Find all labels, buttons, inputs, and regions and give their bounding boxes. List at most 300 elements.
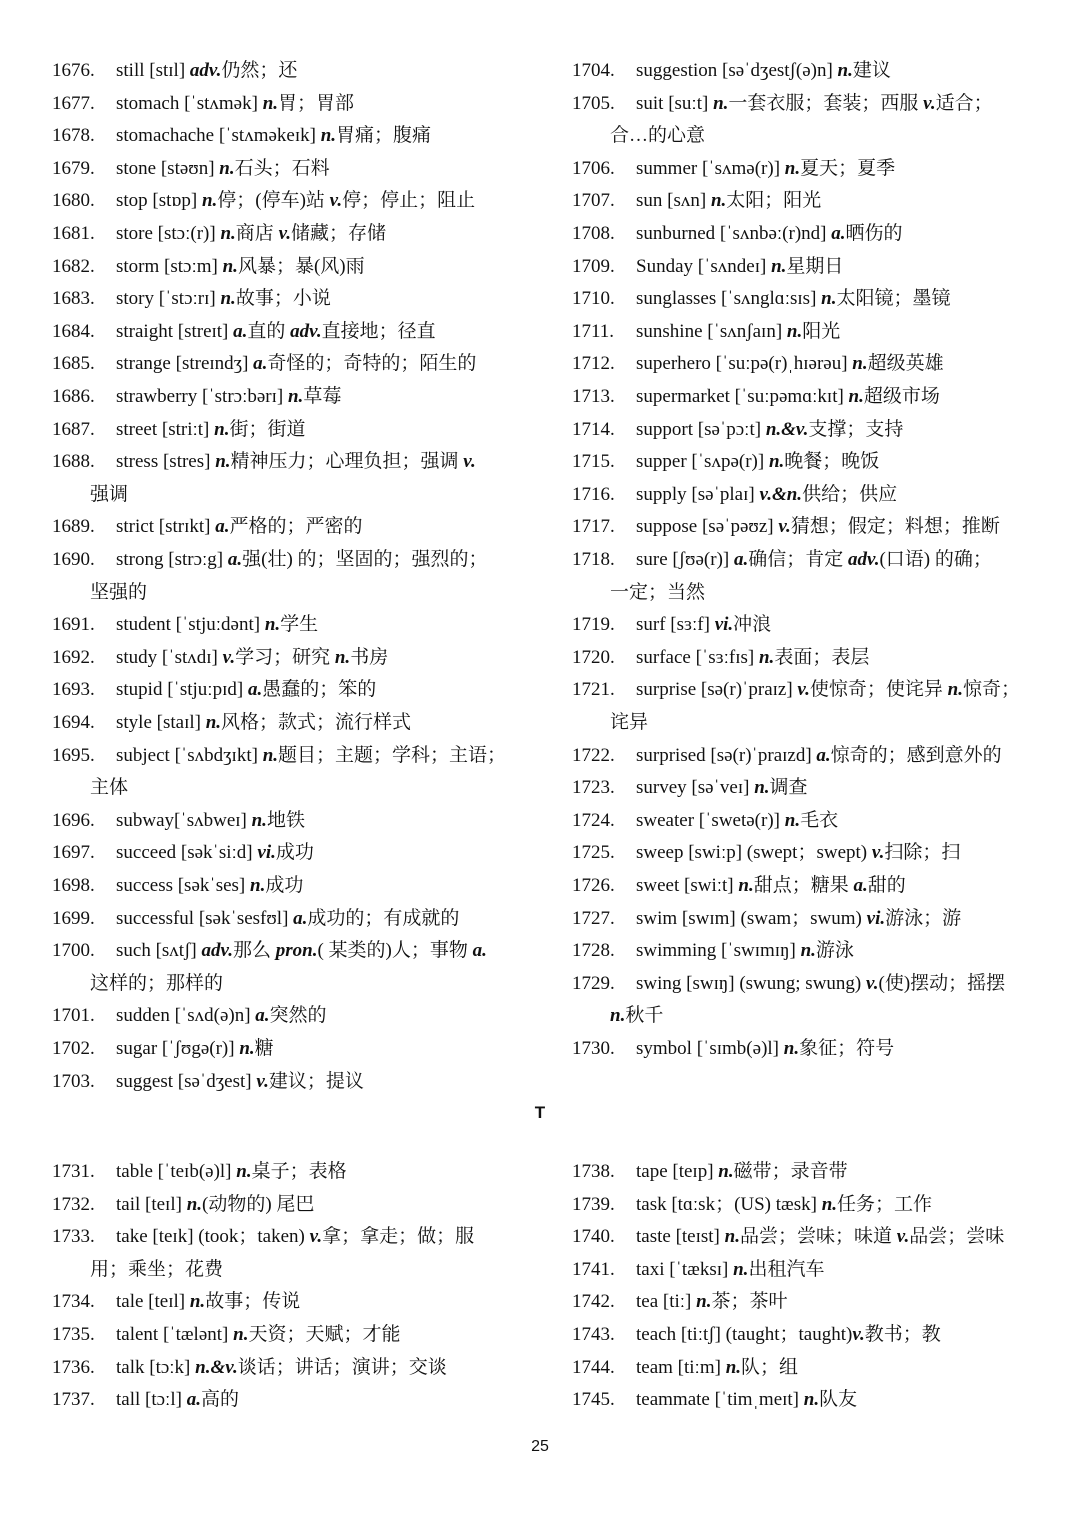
part-of-speech: n. [821, 288, 837, 310]
part-of-speech: a. [233, 320, 248, 342]
part-of-speech: n. [852, 353, 868, 375]
entry-headword: sweater [ˈswetə(r)] [636, 809, 785, 831]
part-of-speech: n. [262, 92, 279, 114]
definition: 故事；小说 [235, 288, 331, 310]
definition: 一定；当然 [610, 581, 706, 603]
entry-headword: straight [streɪt] [116, 320, 234, 342]
entry-number: 1743. [572, 1324, 615, 1345]
entry-headword: successful [səkˈsesfʊl] [116, 907, 294, 929]
entry-number: 1744. [572, 1356, 615, 1378]
part-of-speech: adv. [189, 60, 222, 81]
definition: (动物的) 尾巴 [202, 1193, 315, 1215]
definition: 直接地；径直 [321, 320, 436, 342]
entry-headword: supply [səˈplaɪ] [636, 483, 760, 505]
definition: 教书；教 [864, 1324, 941, 1345]
entry-number: 1737. [52, 1389, 95, 1411]
definition: 供给；供应 [802, 483, 898, 505]
entry-number: 1709. [572, 255, 615, 277]
entry-number: 1745. [572, 1389, 615, 1411]
entry-number: 1741. [572, 1258, 615, 1280]
part-of-speech: n. [848, 386, 864, 407]
word-entry [572, 903, 961, 936]
word-entry [572, 1221, 1004, 1254]
entry-headword: superhero [ˈsuːpə(r)ˌhɪərəu] [636, 353, 853, 375]
word-entry [572, 316, 840, 349]
definition: 坚强的 [90, 581, 148, 603]
word-entry [572, 870, 906, 903]
part-of-speech: n. [219, 157, 235, 179]
entry-headword: stomach [ˈstʌmək] [116, 92, 263, 114]
word-entry [52, 381, 341, 414]
word-entry [52, 88, 354, 121]
entry-number: 1696. [52, 809, 95, 831]
word-entry [52, 642, 388, 675]
word-entry [572, 772, 808, 805]
entry-headword: sugar [ˈʃʊgə(r)] [116, 1038, 240, 1059]
entry-number: 1694. [52, 712, 95, 733]
entry-headword: sweep [swiːp] (swept；swept) [636, 842, 872, 864]
entry-headword: sunshine [ˈsʌnʃaɪn] [636, 320, 787, 342]
entry-headword: suggest [səˈdʒest] [116, 1070, 257, 1092]
part-of-speech: n. [264, 614, 281, 636]
part-of-speech: a. [733, 549, 749, 570]
definition: 题目；主题；学科；主语； [278, 744, 507, 766]
definition: 象征；符号 [799, 1038, 895, 1059]
word-entry [52, 511, 362, 544]
part-of-speech: n. [610, 1005, 626, 1027]
word-entry [52, 185, 475, 218]
part-of-speech: n. [733, 1258, 749, 1280]
entry-headword: surf [sɜːf] [636, 614, 715, 636]
entry-headword: Sunday [ˈsʌndeɪ] [636, 255, 772, 277]
definition: 太阳；阳光 [726, 190, 822, 212]
entry-headword: task [tɑːsk；(US) tæsk] [636, 1193, 822, 1215]
definition: 出租汽车 [748, 1258, 825, 1280]
entry-number: 1740. [572, 1226, 615, 1248]
definition: 故事；传说 [205, 1291, 301, 1313]
entry-number: 1689. [52, 516, 95, 538]
definition: 强(壮) 的；坚固的；强烈的； [242, 549, 488, 570]
word-entry [52, 544, 488, 609]
entry-number: 1742. [572, 1291, 615, 1313]
part-of-speech: a. [255, 1005, 270, 1027]
entry-headword: success [səkˈses] [116, 875, 251, 896]
part-of-speech: n. [803, 1389, 820, 1411]
part-of-speech: n. [754, 777, 770, 799]
definition: 茶；茶叶 [711, 1291, 788, 1313]
part-of-speech: v. [923, 92, 936, 114]
definition: 储藏；存储 [291, 223, 387, 244]
definition-continuation [572, 120, 993, 153]
part-of-speech: n. [821, 1193, 838, 1215]
word-entry [572, 1254, 824, 1287]
entry-number: 1705. [572, 92, 615, 114]
word-entry [572, 251, 843, 284]
entry-headword: symbol [ˈsɪmb(ə)l] [636, 1038, 784, 1059]
entry-number: 1730. [572, 1038, 615, 1059]
word-entry [572, 381, 940, 414]
word-entry [52, 1384, 239, 1417]
definition-continuation [572, 1000, 1005, 1033]
definition-continuation [52, 772, 506, 805]
part-of-speech: vi. [714, 614, 734, 636]
part-of-speech: v. [797, 679, 810, 701]
word-entry [572, 740, 1002, 773]
word-entry [52, 1066, 364, 1099]
word-entry [52, 414, 305, 447]
entry-headword: take [teɪk] (took；taken) [116, 1226, 310, 1248]
entry-number: 1700. [52, 940, 95, 962]
definition: 使惊奇；使诧异 [809, 679, 948, 701]
definition: 超级英雄 [867, 353, 944, 375]
part-of-speech: n. [783, 1038, 800, 1059]
entry-headword: student [ˈstjuːdənt] [116, 614, 265, 636]
definition: 冲浪 [733, 614, 772, 636]
part-of-speech: n. [239, 1038, 255, 1059]
word-entry [572, 153, 895, 186]
entry-number: 1715. [572, 451, 615, 473]
word-entry [52, 55, 297, 88]
definition: 惊奇的；感到意外的 [830, 744, 1002, 766]
word-entry [52, 283, 331, 316]
part-of-speech: n. [738, 875, 754, 896]
entry-number: 1718. [572, 549, 615, 570]
definition: 品尝；尝味 [909, 1226, 1005, 1248]
entry-headword: such [sʌtʃ] [116, 940, 202, 962]
definition: 晚餐；晚饭 [784, 451, 880, 473]
part-of-speech: n. [725, 1356, 742, 1378]
entry-headword: surprised [sə(r)ˈpraɪzd] [636, 744, 817, 766]
part-of-speech: n. [189, 1291, 206, 1313]
definition: 严格的；严密的 [229, 516, 363, 538]
definition: 突然的 [269, 1005, 327, 1027]
definition: 甜点；糖果 [753, 875, 854, 896]
word-entry [572, 511, 1000, 544]
part-of-speech: v. [222, 646, 236, 668]
entry-headword: strange [streɪndʒ] [116, 353, 254, 375]
definition-continuation [52, 1254, 474, 1287]
entry-number: 1722. [572, 744, 615, 766]
entry-headword: study [ˈstʌdɪ] [116, 646, 223, 668]
definition: 成功 [275, 842, 314, 864]
definition: 草莓 [303, 386, 342, 407]
definition: ( 某类的)人；事物 [317, 940, 473, 962]
word-entry [572, 446, 879, 479]
word-entry [52, 1286, 300, 1319]
definition: 石头；石料 [234, 157, 330, 179]
part-of-speech: v. [329, 190, 343, 212]
page-number: 25 [531, 1438, 549, 1455]
entry-number: 1683. [52, 288, 95, 310]
word-entry [572, 348, 944, 381]
part-of-speech: n. [201, 190, 218, 212]
definition: 高的 [200, 1389, 239, 1411]
definition: 甜的 [867, 875, 906, 896]
entry-number: 1681. [52, 223, 95, 244]
entry-headword: street [striːt] [116, 418, 215, 440]
entry-headword: succeed [səkˈsiːd] [116, 842, 258, 864]
part-of-speech: v. [256, 1070, 269, 1092]
definition: 品尝；尝味；味道 [739, 1226, 897, 1248]
part-of-speech: n. [251, 809, 267, 831]
entry-number: 1739. [572, 1193, 615, 1215]
word-entry [572, 935, 854, 968]
word-entry [572, 283, 951, 316]
definition: 表面；表层 [774, 646, 870, 668]
definition: 风暴；暴(风)雨 [237, 255, 365, 277]
definition-continuation [572, 577, 992, 610]
definition: 用；乘坐；花费 [90, 1258, 224, 1280]
definition: 那么 [232, 940, 276, 962]
part-of-speech: v. [852, 1324, 865, 1345]
word-entry [572, 837, 960, 870]
entry-headword: subject [ˈsʌbdʒɪkt] [116, 744, 263, 766]
word-entry [572, 1033, 894, 1066]
definition: 星期日 [786, 255, 844, 277]
word-entry [52, 837, 314, 870]
definition: 愚蠢的；笨的 [262, 679, 377, 701]
entry-headword: taste [teɪst] [636, 1226, 725, 1248]
word-entry [572, 88, 993, 153]
definition: 这样的；那样的 [90, 972, 224, 994]
part-of-speech: n.&v. [765, 418, 809, 440]
part-of-speech: v. [309, 1226, 323, 1248]
definition: 毛衣 [800, 809, 839, 831]
entry-number: 1708. [572, 223, 615, 244]
entry-headword: stupid [ˈstjuːpɪd] [116, 679, 248, 701]
entry-number: 1719. [572, 614, 615, 636]
definition: 秋千 [625, 1005, 664, 1027]
definition: 游泳；游 [885, 907, 962, 929]
definition: 任务；工作 [837, 1193, 933, 1215]
definition: 适合； [935, 92, 993, 114]
part-of-speech: n. [758, 646, 775, 668]
definition: 天资；天赋；才能 [248, 1324, 401, 1345]
entry-headword: subway[ˈsʌbweɪ] [116, 809, 252, 831]
part-of-speech: n. [786, 320, 803, 342]
entry-number: 1680. [52, 190, 95, 212]
definition: 队；组 [741, 1356, 799, 1378]
part-of-speech: n. [947, 679, 963, 701]
word-entry [52, 446, 476, 511]
part-of-speech: a. [853, 875, 868, 896]
entry-headword: stomachache [ˈstʌməkeɪk] [116, 125, 321, 147]
entry-headword: stress [stres] [116, 451, 216, 473]
entry-headword: strict [strɪkt] [116, 516, 216, 538]
entry-number: 1714. [572, 418, 615, 440]
word-entry [572, 185, 821, 218]
entry-number: 1677. [52, 92, 95, 114]
part-of-speech: n. [771, 255, 787, 277]
part-of-speech: n. [696, 1291, 712, 1313]
definition-continuation [52, 577, 488, 610]
part-of-speech: v. [278, 223, 292, 244]
entry-headword: tape [teɪp] [636, 1161, 719, 1182]
definition: 超级市场 [863, 386, 940, 407]
part-of-speech: v.&n. [759, 483, 803, 505]
part-of-speech: v. [871, 842, 885, 864]
part-of-speech: a. [186, 1389, 201, 1411]
entry-headword: strawberry [ˈstrɔːbərɪ] [116, 386, 288, 407]
word-entry [572, 1156, 848, 1189]
entry-headword: sudden [ˈsʌd(ə)n] [116, 1005, 256, 1027]
entry-headword: store [stɔː(r)] [116, 223, 221, 244]
definition: 阳光 [802, 320, 841, 342]
entry-headword: sun [sʌn] [636, 190, 711, 212]
definition: 糖 [254, 1038, 274, 1059]
entry-headword: supermarket [ˈsuːpəmɑːkɪt] [636, 386, 849, 407]
entry-number: 1697. [52, 842, 95, 864]
entry-number: 1695. [52, 744, 95, 766]
entry-number: 1738. [572, 1161, 615, 1182]
entry-number: 1736. [52, 1356, 95, 1378]
word-entry [52, 1319, 400, 1352]
entry-number: 1703. [52, 1070, 95, 1092]
word-entry [52, 674, 376, 707]
part-of-speech: n. [320, 125, 337, 147]
entry-headword: tea [tiː] [636, 1291, 697, 1313]
definition: 游泳 [815, 940, 854, 962]
definition: 书房 [350, 646, 389, 668]
word-entry [52, 120, 431, 153]
part-of-speech: a. [247, 679, 263, 701]
word-entry [52, 903, 459, 936]
entry-headword: sunglasses [ˈsʌnglɑːsɪs] [636, 288, 822, 310]
part-of-speech: n. [220, 223, 236, 244]
entry-number: 1699. [52, 907, 95, 929]
part-of-speech: n. [800, 940, 816, 962]
word-entry [52, 870, 303, 903]
entry-number: 1717. [572, 516, 615, 538]
definition: 仍然；还 [221, 60, 298, 81]
part-of-speech: adv. [201, 940, 233, 962]
entry-headword: talent [ˈtælənt] [116, 1324, 234, 1345]
word-entry [52, 1156, 347, 1189]
part-of-speech: n. [713, 92, 729, 114]
part-of-speech: a. [472, 940, 487, 962]
entry-headword: supper [ˈsʌpə(r)] [636, 451, 769, 473]
word-entry [52, 316, 436, 349]
entry-number: 1679. [52, 157, 95, 179]
definition: 惊奇； [963, 679, 1021, 701]
part-of-speech: n. [233, 1324, 249, 1345]
definition: 队友 [819, 1389, 858, 1411]
word-entry [572, 1384, 857, 1417]
definition: 猜想；假定；料想；推断 [790, 516, 1000, 538]
entry-number: 1733. [52, 1226, 95, 1248]
definition: 晒伤的 [845, 223, 903, 244]
part-of-speech: n. [837, 60, 853, 81]
part-of-speech: n. [186, 1193, 203, 1215]
entry-headword: suit [suːt] [636, 92, 714, 114]
part-of-speech: n. [710, 190, 727, 212]
word-entry [572, 414, 903, 447]
definition: 强调 [90, 483, 129, 505]
definition-continuation [572, 707, 1020, 740]
word-entry [52, 935, 487, 1000]
part-of-speech: n. [220, 288, 236, 310]
definition: 商店 [235, 223, 279, 244]
definition: 谈话；讲话；演讲；交谈 [237, 1356, 447, 1378]
part-of-speech: vi. [257, 842, 276, 864]
entry-headword: swing [swɪŋ] (swung; swung) [636, 972, 867, 994]
entry-headword: teammate [ˈtimˌmeɪt] [636, 1389, 804, 1411]
part-of-speech: adv. [290, 320, 322, 342]
part-of-speech: n. [784, 809, 801, 831]
part-of-speech: a. [816, 744, 831, 766]
word-entry [572, 968, 1005, 1033]
entry-number: 1721. [572, 679, 615, 701]
definition: (口语) 的确； [879, 549, 992, 570]
definition: 奇怪的；奇特的；陌生的 [267, 353, 477, 375]
entry-number: 1728. [572, 940, 615, 962]
word-entry [52, 707, 411, 740]
word-entry [572, 805, 838, 838]
part-of-speech: n. [724, 1226, 740, 1248]
word-entry [52, 1189, 314, 1222]
entry-headword: strong [strɔːg] [116, 549, 228, 570]
part-of-speech: v. [866, 972, 879, 994]
definition: 拿；拿走；做；服 [322, 1226, 475, 1248]
entry-number: 1710. [572, 288, 615, 310]
entry-number: 1716. [572, 483, 615, 505]
part-of-speech: a. [293, 907, 308, 929]
word-entry [52, 740, 506, 805]
entry-number: 1687. [52, 418, 95, 440]
entry-headword: taxi [ˈtæksɪ] [636, 1258, 734, 1280]
part-of-speech: a. [253, 353, 268, 375]
part-of-speech: n. [334, 646, 351, 668]
definition: 成功 [265, 875, 304, 896]
definition: 合…的心意 [610, 125, 706, 147]
definition: 一套衣服；套装；西服 [728, 92, 924, 114]
part-of-speech: n. [205, 712, 222, 733]
definition: 磁带；录音带 [733, 1161, 848, 1182]
entry-number: 1734. [52, 1291, 95, 1313]
entry-headword: sweet [swiːt] [636, 875, 739, 896]
word-entry [572, 674, 1020, 739]
entry-number: 1729. [572, 972, 615, 994]
definition: 胃痛；腹痛 [336, 125, 432, 147]
definition: 扫除；扫 [884, 842, 961, 864]
entry-number: 1732. [52, 1193, 95, 1215]
entry-headword: survey [səˈveɪ] [636, 777, 755, 799]
word-entry [52, 1352, 447, 1385]
word-entry [52, 153, 330, 186]
entry-headword: talk [tɔːk] [116, 1356, 196, 1378]
part-of-speech: v. [463, 451, 476, 473]
part-of-speech: pron. [275, 940, 318, 962]
word-entry [572, 218, 903, 251]
definition: 主体 [90, 777, 129, 799]
definition: 夏天；夏季 [800, 157, 896, 179]
word-entry [52, 1221, 474, 1286]
word-entry [572, 479, 897, 512]
word-entry [572, 1286, 787, 1319]
entry-number: 1712. [572, 353, 615, 375]
definition: 胃；胃部 [278, 92, 355, 114]
entry-headword: stone [stəʊn] [116, 157, 220, 179]
definition-continuation [52, 479, 476, 512]
word-entry [52, 348, 476, 381]
definition: 建议 [852, 60, 891, 81]
word-entry [572, 1319, 941, 1352]
definition: 成功的；有成就的 [307, 907, 460, 929]
definition: 精神压力；心理负担；强调 [230, 451, 464, 473]
entry-number: 1701. [52, 1005, 95, 1027]
entry-headword: tale [teɪl] [116, 1291, 190, 1313]
part-of-speech: n. [784, 157, 801, 179]
